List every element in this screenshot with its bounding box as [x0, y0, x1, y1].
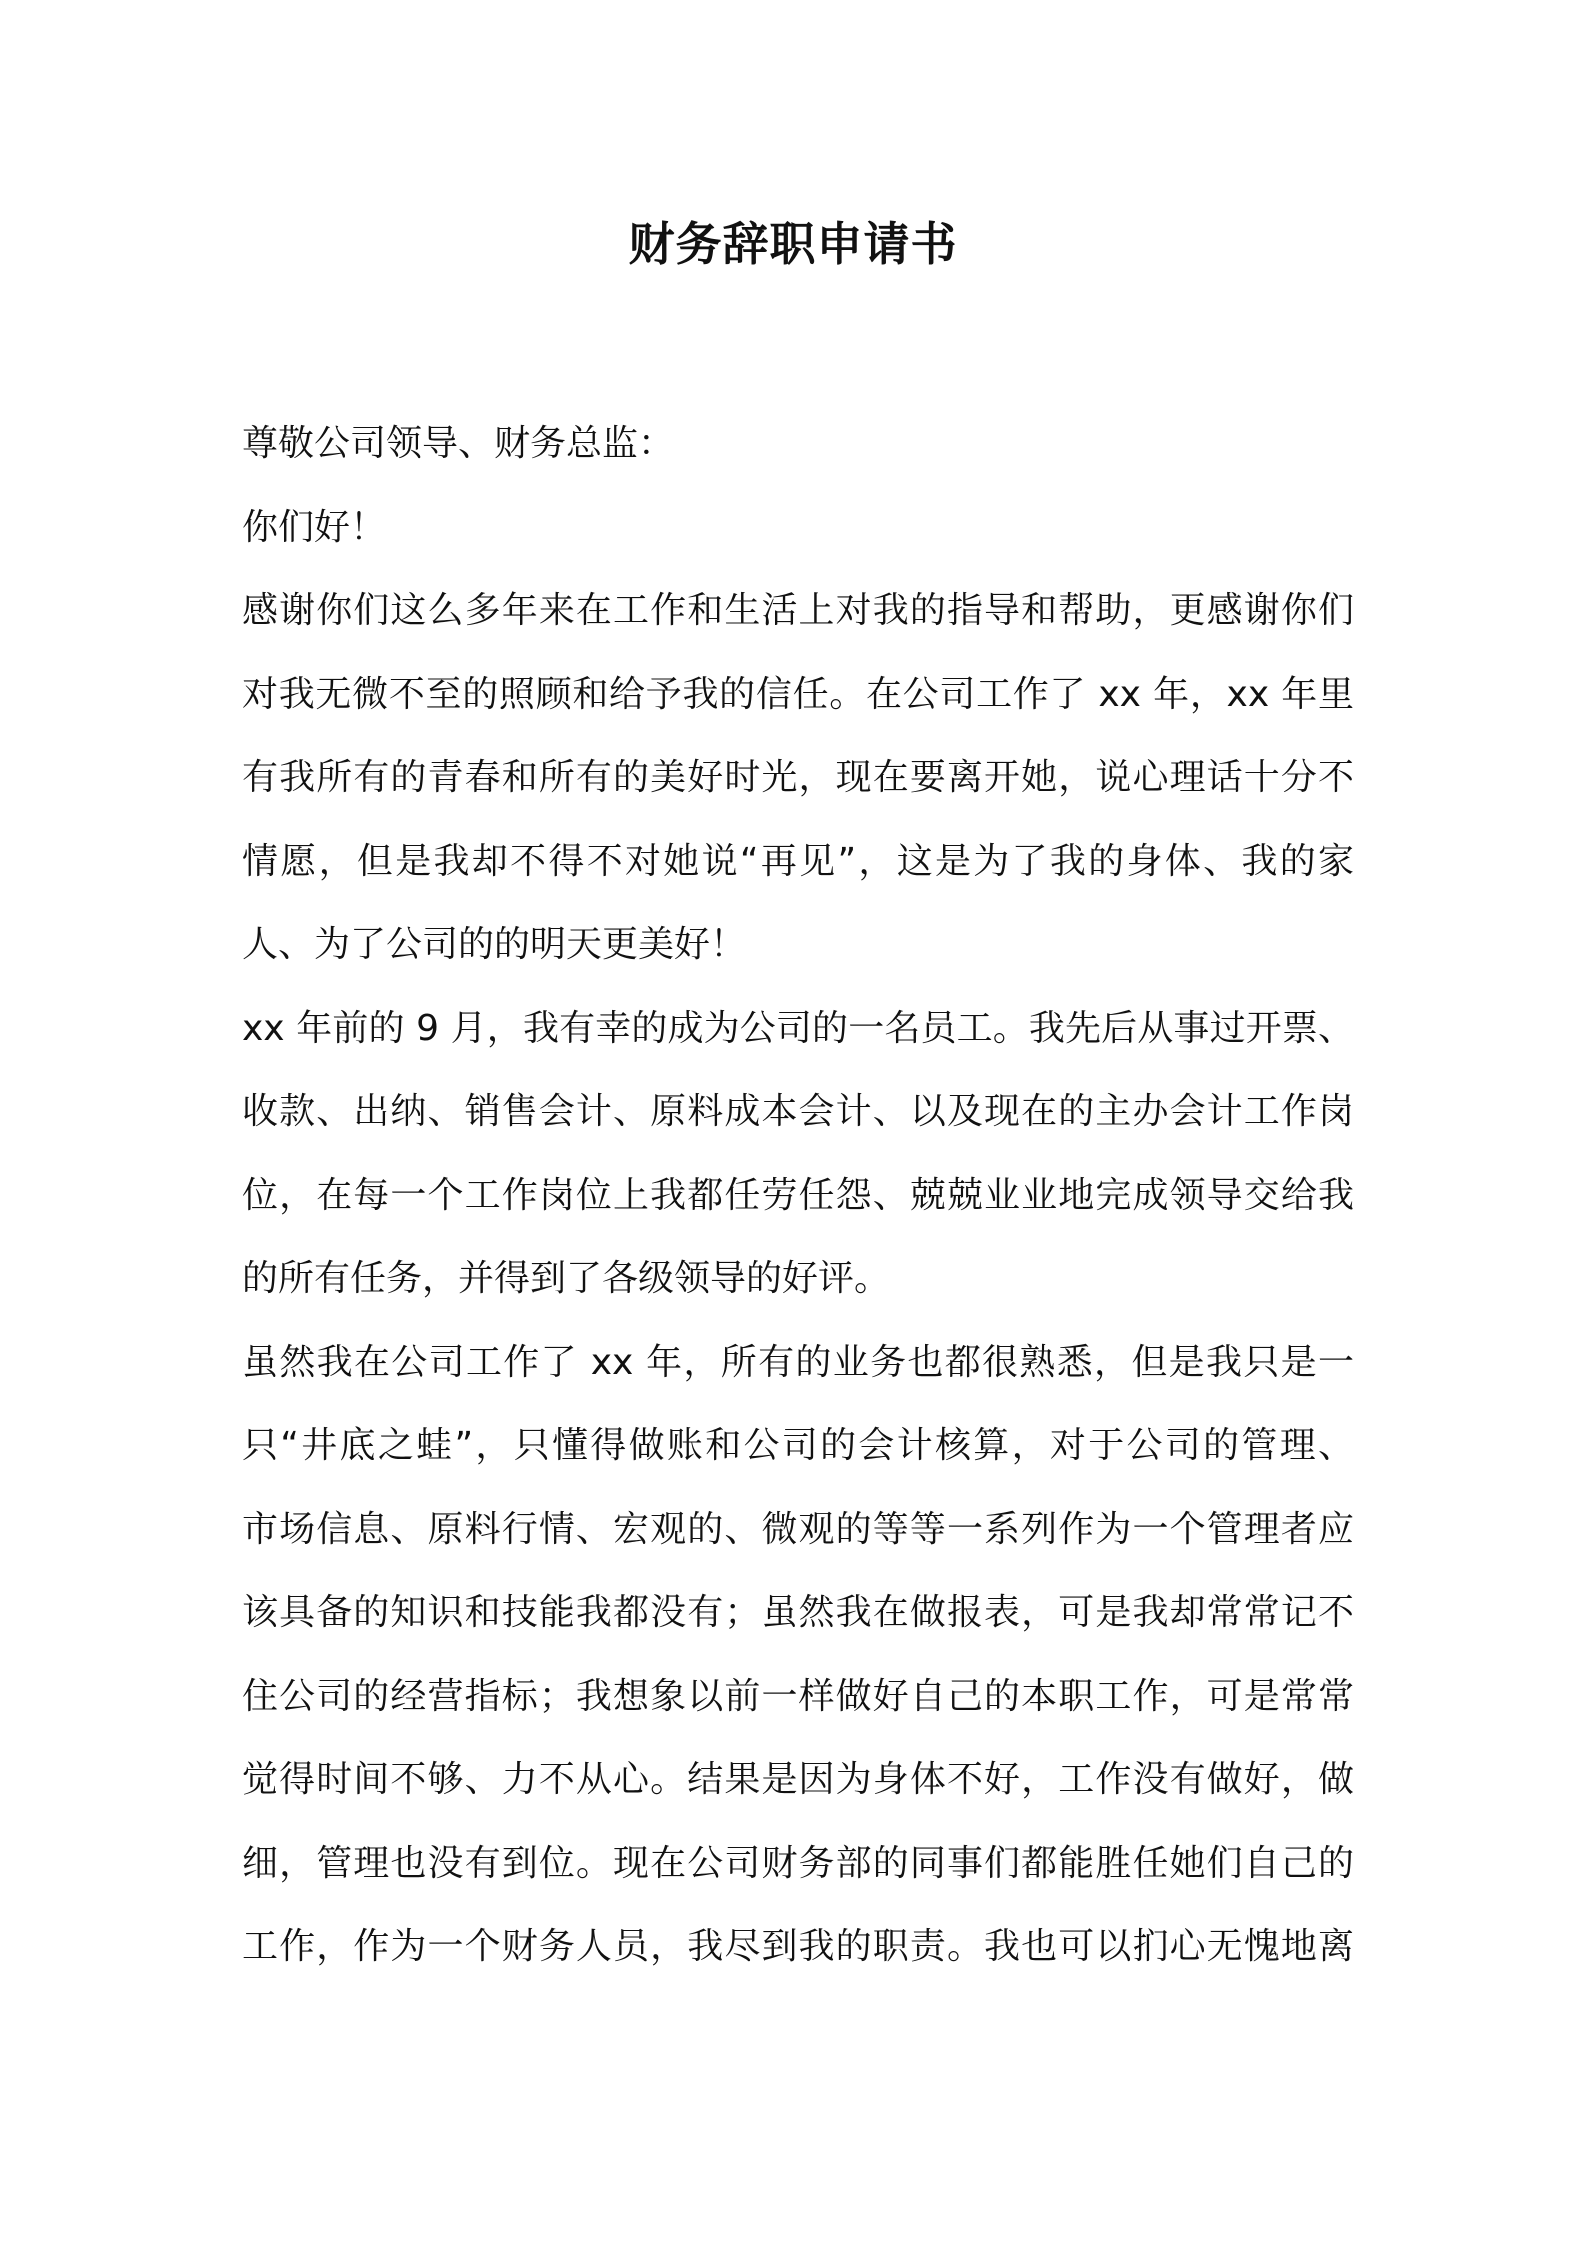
text-line: 市场信息、原料行情、宏观的、微观的等等一系列作为一个管理者应	[242, 1508, 1354, 1550]
text-line: 收款、出纳、销售会计、原料成本会计、以及现在的主办会计工作岗	[242, 1091, 1354, 1132]
text-line: 对我无微不至的照顾和给予我的信任。在公司工作了 xx 年，xx 年里	[242, 673, 1354, 715]
text-line: 细，管理也没有到位。现在公司财务部的同事们都能胜任她们自己的	[242, 1842, 1354, 1884]
text-line: 虽然我在公司工作了 xx 年，所有的业务也都很熟悉，但是我只是一	[242, 1341, 1354, 1383]
text-line: 位，在每一个工作岗位上我都任劳任怨、兢兢业业地完成领导交给我	[242, 1174, 1354, 1216]
text-line: 工作，作为一个财务人员，我尽到我的职责。我也可以扪心无愧地离	[242, 1926, 1354, 1967]
document-title: 财务辞职申请书	[628, 217, 958, 271]
text-line: 觉得时间不够、力不从心。结果是因为身体不好，工作没有做好，做	[242, 1759, 1354, 1800]
text-line: 住公司的经营指标；我想象以前一样做好自己的本职工作，可是常常	[242, 1675, 1354, 1717]
greeting-line: 你们好！	[242, 506, 387, 548]
text-line: 该具备的知识和技能我都没有；虽然我在做报表，可是我却常常记不	[242, 1592, 1354, 1633]
text-line: 的所有任务，并得到了各级领导的好评。	[242, 1258, 891, 1299]
text-line: 有我所有的青春和所有的美好时光，现在要离开她，说心理话十分不	[242, 757, 1354, 798]
text-line: 情愿，但是我却不得不对她说“再见”，这是为了我的身体、我的家	[242, 840, 1354, 882]
text-line: xx 年前的 9 月，我有幸的成为公司的一名员工。我先后从事过开票、	[242, 1007, 1354, 1049]
text-line: 人、为了公司的的明天更美好！	[242, 924, 747, 965]
document-body	[242, 402, 1354, 1989]
salutation-line: 尊敬公司领导、财务总监：	[242, 423, 675, 464]
text-line: 只“井底之蛙”，只懂得做账和公司的会计核算，对于公司的管理、	[242, 1425, 1354, 1466]
text-line: 感谢你们这么多年来在工作和生活上对我的指导和帮助，更感谢你们	[242, 590, 1354, 631]
